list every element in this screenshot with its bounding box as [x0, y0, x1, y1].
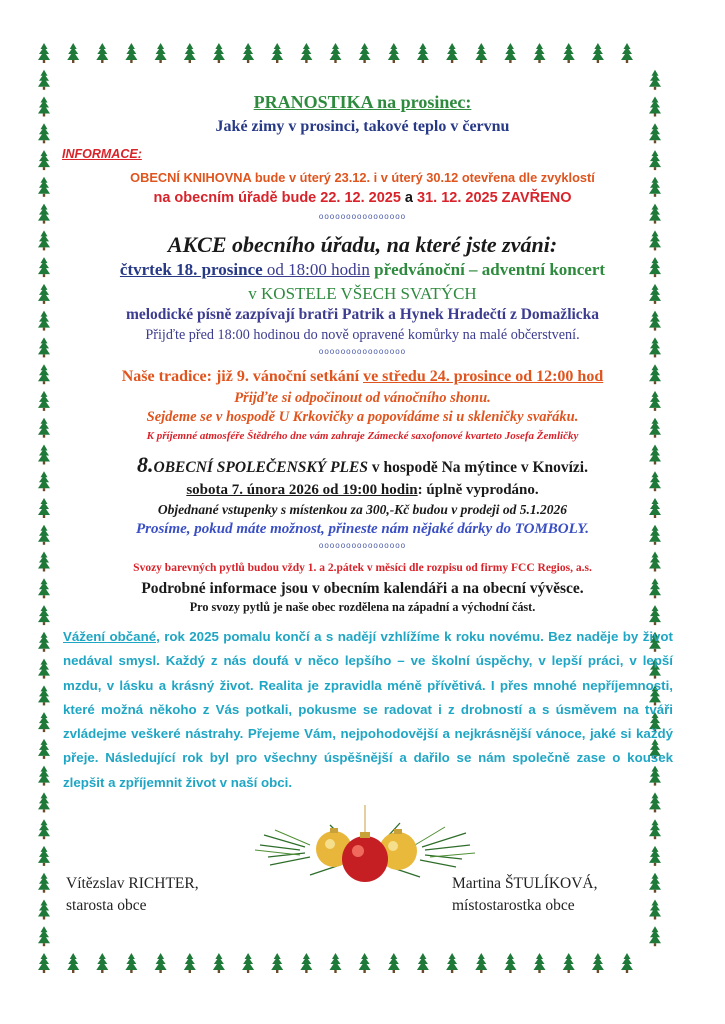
tree-icon [300, 953, 312, 973]
tree-icon [38, 337, 50, 357]
tree-icon [563, 43, 575, 63]
tree-icon [38, 953, 50, 973]
concert-note: Přijďte před 18:00 hodinou do nově opravené komůrky na malé občerstvení. [145, 327, 580, 343]
tree-icon [417, 953, 429, 973]
tree-icon [155, 953, 167, 973]
tree-icon [271, 953, 283, 973]
tree-icon [330, 43, 342, 63]
tree-icon [446, 953, 458, 973]
tradition-place: Sejdeme se v hospodě U Krkovičky a popovídáme si u skleničky svařáku. [146, 409, 579, 425]
tree-icon [38, 819, 50, 839]
mayor-role: starosta obce [66, 897, 147, 914]
tree-icon [649, 846, 661, 866]
ball-sold-out: : úplně vyprodáno. [417, 482, 539, 498]
tree-icon [38, 498, 50, 518]
tree-icon [330, 953, 342, 973]
tree-icon [359, 953, 371, 973]
tradition-music: K příjemné atmosféře Štědrého dne vám zahraje Zámecké saxofonové kvarteto Josefa Žemličky [146, 430, 579, 442]
tree-icon [184, 43, 196, 63]
tree-icon [649, 819, 661, 839]
office-closed-dates: na obecním úřadě bude 22. 12. 2025 [153, 190, 401, 206]
tree-icon [38, 230, 50, 250]
tree-icon [388, 953, 400, 973]
tree-icon [242, 43, 254, 63]
tree-icon [155, 43, 167, 63]
tree-icon [359, 43, 371, 63]
ball-number: 8. [137, 452, 154, 477]
page-title: PRANOSTIKA na prosinec: [253, 92, 472, 112]
tree-icon [184, 953, 196, 973]
concert-description: melodické písně zazpívají bratři Patrik a Hynek Hradečtí z Domažlicka [125, 306, 600, 323]
tree-icon [38, 766, 50, 786]
tree-icon [38, 659, 50, 679]
ball-tombola: Prosíme, pokud máte možnost, přineste nám nějaké dárky do TOMBOLY. [135, 521, 590, 537]
tradition-intro: Naše tradice: již 9. vánoční setkání [121, 368, 364, 385]
ball-tickets: Objednané vstupenky s místenkou za 300,-Kč budou v prodeji od 5.1.2026 [157, 502, 568, 517]
tree-icon [621, 43, 633, 63]
tree-icon [300, 43, 312, 63]
tree-icon [534, 953, 546, 973]
tree-icon [38, 552, 50, 572]
concert-name: předvánoční – adventní koncert [369, 260, 606, 279]
tree-icon [534, 43, 546, 63]
signature-left [66, 873, 199, 917]
tree-icon [446, 43, 458, 63]
tree-icon [38, 632, 50, 652]
ball-date: sobota 7. února 2026 od 19:00 hodin [186, 482, 418, 498]
concert-date: čtvrtek 18. prosince [119, 260, 263, 279]
tree-icon [475, 953, 487, 973]
library-hours: OBECNÍ KNIHOVNA bude v úterý 23.12. i v úterý 30.12 otevřena dle zvyklostí [130, 170, 595, 185]
christmas-ornaments-icon [250, 805, 480, 895]
tree-icon [67, 43, 79, 63]
tree-icon [38, 177, 50, 197]
info-label: INFORMACE: [62, 147, 142, 161]
tree-icon [38, 685, 50, 705]
ball-place: v hospodě Na mýtince v Knovízi. [367, 459, 588, 476]
proverb: Jaké zimy v prosinci, takové teplo v červnu [215, 118, 510, 135]
tree-icon [38, 900, 50, 920]
tree-icon [649, 70, 661, 90]
tree-icon [417, 43, 429, 63]
waste-areas: Pro svozy pytlů je naše obec rozdělena na západní a východní část. [189, 600, 536, 614]
tree-icon [242, 953, 254, 973]
tree-icon [592, 43, 604, 63]
tradition-note: Přijďte si odpočinout od vánočního shonu. [234, 390, 491, 406]
tree-icon [38, 391, 50, 411]
office-closed-line [60, 190, 665, 206]
tree-icon [67, 953, 79, 973]
tree-icon [504, 953, 516, 973]
separator: oooooooooooooooo [318, 212, 407, 221]
tree-icon [38, 471, 50, 491]
tree-icon [621, 953, 633, 973]
deputy-mayor-role: místostarostka obce [452, 897, 575, 914]
tree-icon [649, 926, 661, 946]
tree-icon [38, 525, 50, 545]
tree-icon [38, 97, 50, 117]
concert-place: v KOSTELE VŠECH SVATÝCH [248, 284, 477, 303]
message-body: rok 2025 pomalu končí a s nadějí vzhlížíme k roku novému. Bez naděje by život nedával smysl. Každý z nás doufá v něco lepšího – ve školní úspěchy, v lepší práci, v lepší mzdu, v lásku a krásný život. Realita je zpravidla méně přívětivá. I přes mnohé nepříjemnosti, které možná někoho z Vás potkali, pokusme se radovat i z drobností a s úsměvem na tváři zvládejme veškeré nástrahy. Přejeme Vám, nejpohodovější a nejkrásnější vánoce, jaké si každý přeje. Následující rok byl pro všechny úspěšnější a dařilo se nám společně zase o kousek zlepšit a zpříjemnit život v naší obci. [63, 629, 673, 790]
tree-icon [563, 953, 575, 973]
tree-icon [38, 578, 50, 598]
tradition-date: ve středu 24. prosince od 12:00 hod [363, 368, 604, 385]
tree-icon [38, 605, 50, 625]
separator: oooooooooooooooo [318, 541, 407, 550]
tree-icon [592, 953, 604, 973]
signature-right [452, 873, 598, 917]
tree-icon [38, 204, 50, 224]
tree-icon [649, 792, 661, 812]
tree-icon [213, 43, 225, 63]
ball-line [60, 452, 665, 478]
tree-icon [125, 953, 137, 973]
tree-icon [38, 150, 50, 170]
tree-icon [38, 792, 50, 812]
tree-icon [38, 873, 50, 893]
tree-icon [213, 953, 225, 973]
mayor-name: Vítězslav RICHTER, [66, 875, 199, 892]
events-heading: AKCE obecního úřadu, na které jste zváni: [167, 232, 558, 257]
tree-icon [96, 953, 108, 973]
deputy-mayor-name: Martina ŠTULÍKOVÁ, [452, 875, 598, 892]
tree-icon [388, 43, 400, 63]
ball-name: OBECNÍ SPOLEČENSKÝ PLES [153, 459, 368, 476]
tree-icon [649, 900, 661, 920]
tree-icon [38, 123, 50, 143]
tree-icon [38, 846, 50, 866]
tree-icon [38, 364, 50, 384]
tree-icon [38, 284, 50, 304]
tree-icon [38, 43, 50, 63]
tree-icon [504, 43, 516, 63]
tree-icon [271, 43, 283, 63]
concert-line [60, 260, 665, 280]
office-and: a [400, 190, 418, 206]
tree-icon [38, 445, 50, 465]
ball-date-line [60, 482, 665, 499]
tree-icon [96, 43, 108, 63]
tree-icon [38, 418, 50, 438]
tree-icon [38, 70, 50, 90]
concert-time: od 18:00 hodin [262, 260, 370, 279]
waste-schedule: Svozy barevných pytlů budou vždy 1. a 2.pátek v měsíci dle rozpisu od firmy FCC Regios, a.s. [133, 562, 592, 574]
message-salutation: Vážení občané, [63, 629, 160, 644]
tree-icon [649, 873, 661, 893]
tree-icon [649, 150, 661, 170]
tree-icon [38, 926, 50, 946]
tree-icon [38, 739, 50, 759]
tree-icon [38, 257, 50, 277]
tree-icon [38, 712, 50, 732]
tree-icon [38, 311, 50, 331]
tradition-line [60, 368, 665, 386]
waste-info: Podrobné informace jsou v obecním kalendáři a na obecní vývěsce. [141, 580, 584, 597]
office-closed-date-2: 31. 12. 2025 ZAVŘENO [417, 190, 572, 206]
new-year-message [63, 625, 673, 795]
tree-icon [125, 43, 137, 63]
separator: oooooooooooooooo [318, 347, 407, 356]
tree-icon [475, 43, 487, 63]
